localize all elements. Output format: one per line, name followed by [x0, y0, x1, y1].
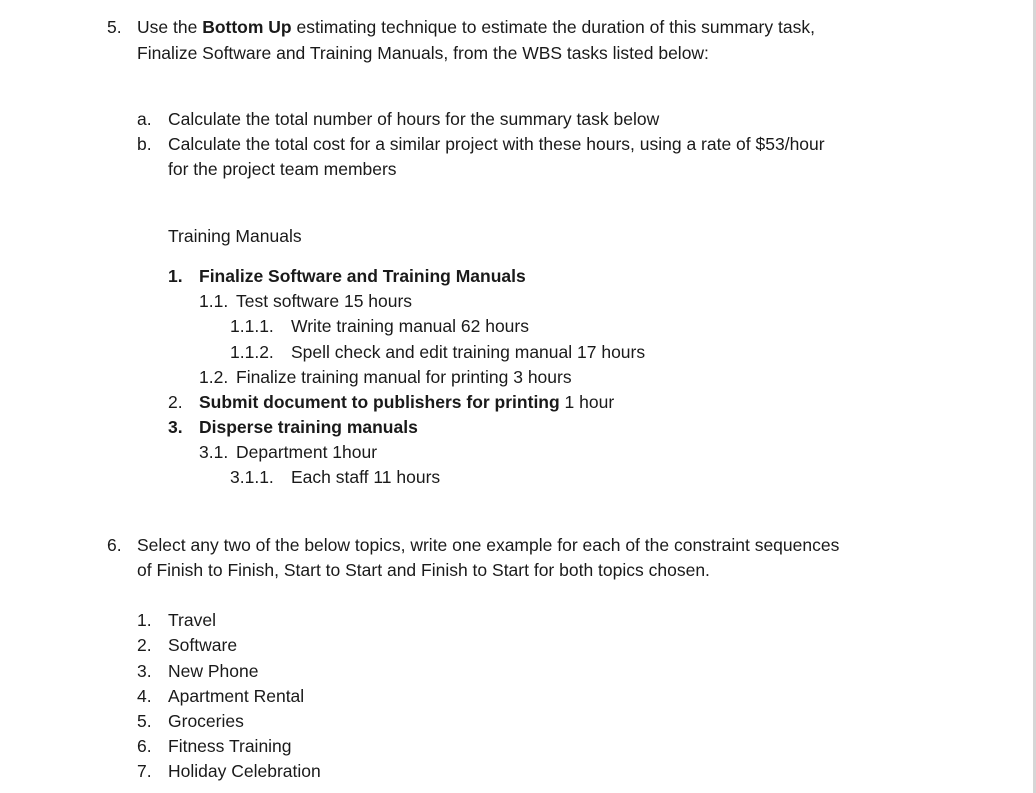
q5-sub-a-text: Calculate the total number of hours for the summary task below [168, 109, 660, 129]
wbs-1-num: 1. [168, 266, 183, 286]
wbs-3-1-text: Department 1hour [236, 442, 378, 462]
wbs-1-2-num: 1.2. [199, 367, 229, 387]
topic-item: Apartment Rental [168, 686, 305, 706]
q5-sub-b-text-cont: for the project team members [168, 159, 397, 179]
q5-line-1 [137, 15, 815, 39]
topic-num: 5. [137, 711, 152, 731]
wbs-3-1-1-text: Each staff 11 hours [291, 467, 441, 487]
q6-line-1: Select any two of the below topics, write one example for each of the constraint sequences [137, 535, 840, 555]
q5-line-1-post: estimating technique to estimate the duration of this summary task, [291, 17, 815, 37]
q5-line-2: Finalize Software and Training Manuals, from the WBS tasks listed below: [137, 43, 709, 63]
topic-item: Holiday Celebration [168, 761, 321, 781]
q5-sub-b-marker: b. [137, 134, 152, 154]
q5-sub-b-text: Calculate the total cost for a similar project with these hours, using a rate of $53/hour [168, 134, 825, 154]
wbs-1-1-1-num: 1.1.1. [230, 316, 274, 336]
topic-item: Groceries [168, 711, 244, 731]
topic-item: New Phone [168, 661, 259, 681]
q6-number: 6. [107, 535, 122, 555]
topic-item: Fitness Training [168, 736, 292, 756]
wbs-3-1-1-num: 3.1.1. [230, 467, 274, 487]
wbs-2-num: 2. [168, 392, 183, 412]
section-title: Training Manuals [168, 226, 302, 246]
wbs-3-1-num: 3.1. [199, 442, 229, 462]
topic-num: 7. [137, 761, 152, 781]
topic-num: 4. [137, 686, 152, 706]
q5-technique: Bottom Up [202, 17, 292, 37]
wbs-1-1-2-text: Spell check and edit training manual 17 hours [291, 342, 646, 362]
topic-num: 3. [137, 661, 152, 681]
topic-num: 1. [137, 610, 152, 630]
topic-item: Software [168, 635, 238, 655]
q5-number: 5. [107, 17, 122, 37]
topic-num: 6. [137, 736, 152, 756]
wbs-3-title: Disperse training manuals [199, 417, 418, 437]
wbs-1-1-text: Test software 15 hours [236, 291, 413, 311]
wbs-3-num: 3. [168, 417, 183, 437]
wbs-1-2-text: Finalize training manual for printing 3 hours [236, 367, 572, 387]
q5-line-1-pre: Use the [137, 17, 203, 37]
topic-item: Travel [168, 610, 216, 630]
wbs-1-title: Finalize Software and Training Manuals [199, 266, 526, 286]
wbs-1-1-num: 1.1. [199, 291, 229, 311]
wbs-1-1-1-text: Write training manual 62 hours [291, 316, 529, 336]
q6-line-2: of Finish to Finish, Start to Start and Finish to Start for both topics chosen. [137, 560, 710, 580]
wbs-2-suffix: 1 hour [559, 392, 615, 412]
wbs-2-line [199, 390, 614, 414]
wbs-2-title: Submit document to publishers for printing [199, 392, 560, 412]
wbs-1-1-2-num: 1.1.2. [230, 342, 274, 362]
topic-num: 2. [137, 635, 152, 655]
q5-sub-a-marker: a. [137, 109, 152, 129]
